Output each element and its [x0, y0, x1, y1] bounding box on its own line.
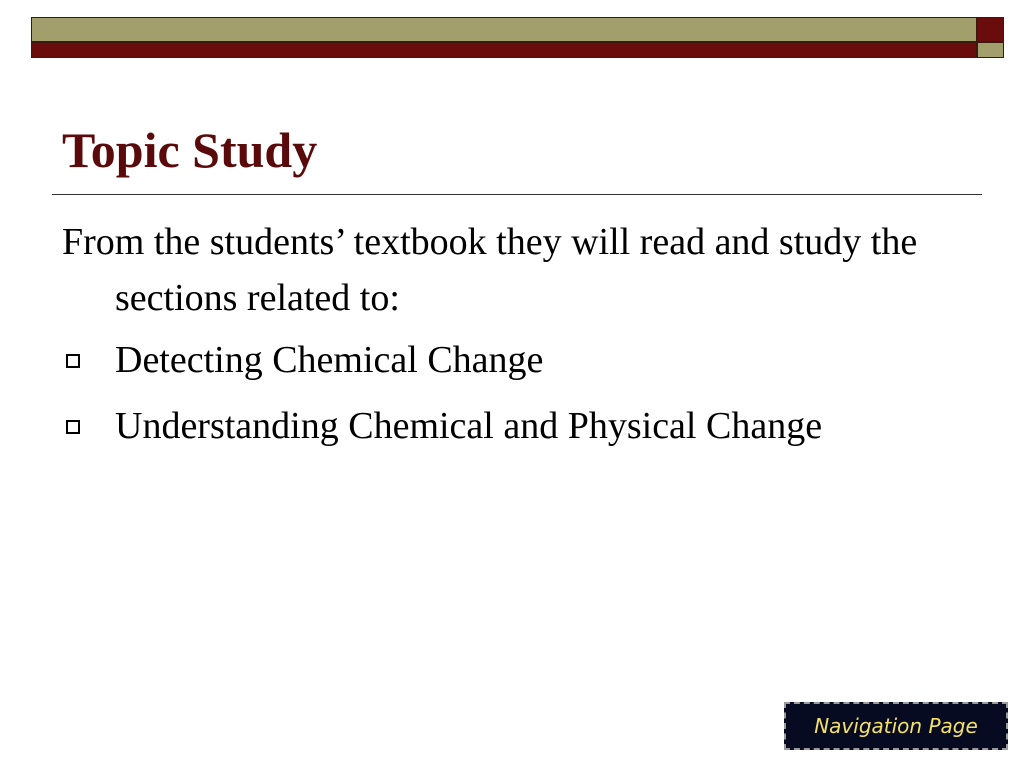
navigation-page-button[interactable]: Navigation Page: [784, 702, 1008, 750]
slide-body: [62, 214, 992, 464]
bullet-item: [62, 398, 992, 454]
header-square-olive: [977, 42, 1004, 58]
bullet-text: Detecting Chemical Change: [115, 339, 544, 381]
header-bar-maroon: [31, 42, 977, 58]
bullet-text: Understanding Chemical and Physical Change: [115, 405, 823, 447]
bullet-item: [62, 332, 992, 388]
title-divider: [52, 194, 982, 195]
hollow-square-icon: [66, 420, 80, 434]
bullet-list: [62, 332, 992, 454]
header-bar-olive: [31, 17, 977, 42]
hollow-square-icon: [66, 354, 80, 368]
intro-text: From the students’ textbook they will read and study the sections related to:: [62, 221, 918, 319]
slide-title: Topic Study: [62, 122, 318, 178]
header-square-maroon: [977, 17, 1004, 42]
